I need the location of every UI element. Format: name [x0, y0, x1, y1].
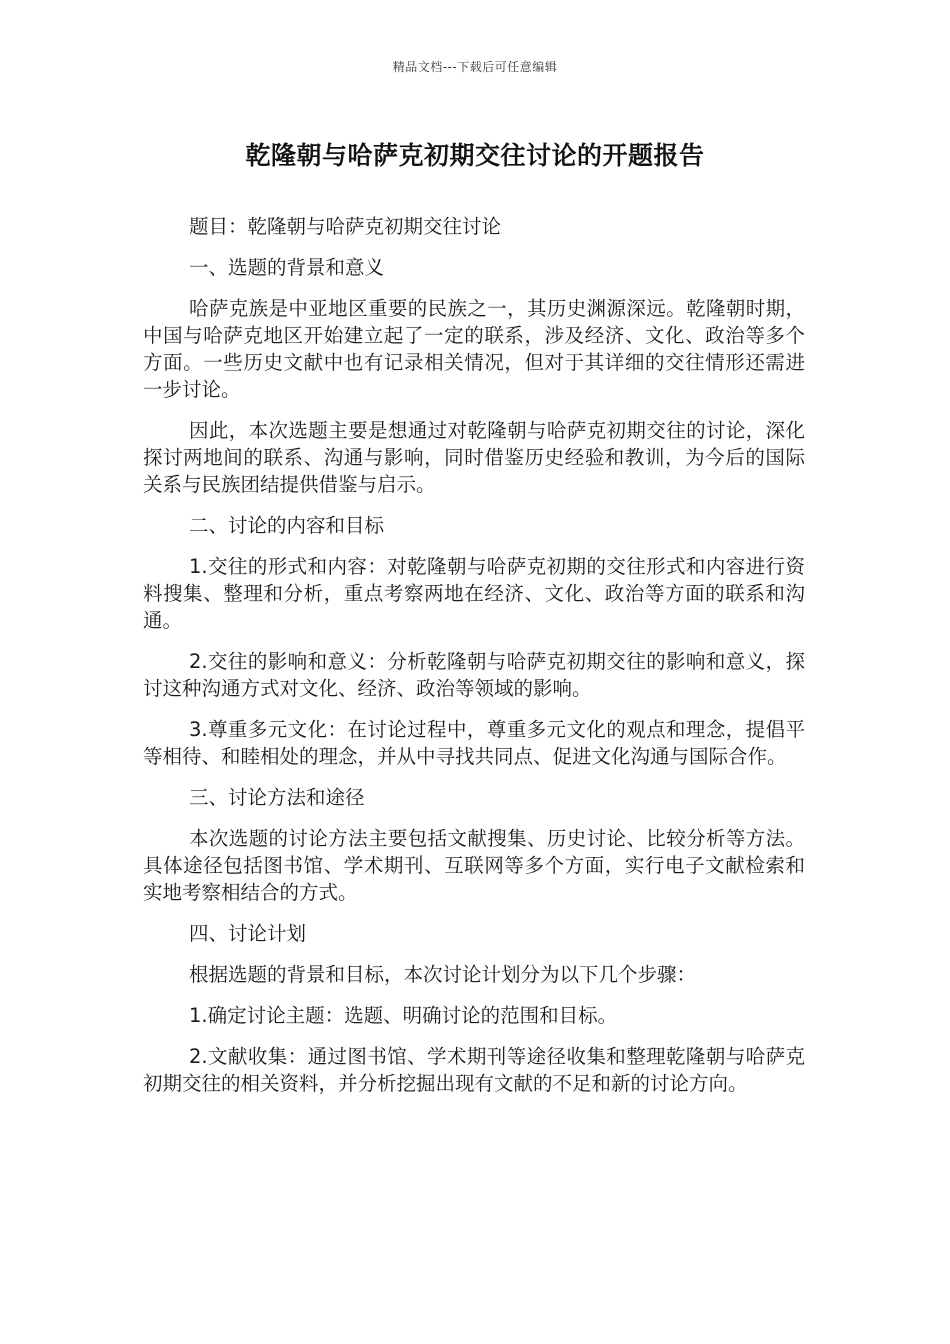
- section-heading-method: 三、讨论方法和途径: [189, 786, 365, 809]
- list-item-content-2: 2.交往的影响和意义：分析乾隆朝与哈萨克初期交往的影响和意义，探讨这种沟通方式对文化、经济、政治等领域的影响。: [143, 650, 805, 700]
- document-body: [143, 213, 805, 1111]
- paragraph-purpose: 因此，本次选题主要是想通过对乾隆朝与哈萨克初期交往的讨论，深化探讨两地间的联系、沟通与影响，同时借鉴历史经验和教训，为今后的国际关系与民族团结提供借鉴与启示。: [143, 419, 805, 496]
- paragraph-plan-intro: 根据选题的背景和目标，本次讨论计划分为以下几个步骤：: [189, 963, 697, 986]
- topic-line: 题目：乾隆朝与哈萨克初期交往讨论: [189, 215, 502, 238]
- section-heading-content: 二、讨论的内容和目标: [189, 514, 385, 537]
- section-heading-background: 一、选题的背景和意义: [189, 256, 385, 279]
- paragraph-method: 本次选题的讨论方法主要包括文献搜集、历史讨论、比较分析等方法。具体途径包括图书馆、学术期刊、互联网等多个方面，实行电子文献检索和实地考察相结合的方式。: [143, 827, 805, 904]
- list-item-plan-2: 2.文献收集：通过图书馆、学术期刊等途径收集和整理乾隆朝与哈萨克初期交往的相关资料，并分析挖掘出现有文献的不足和新的讨论方向。: [143, 1045, 805, 1095]
- section-heading-plan: 四、讨论计划: [189, 922, 307, 945]
- list-item-plan-1: 1.确定讨论主题：选题、明确讨论的范围和目标。: [189, 1004, 618, 1027]
- paragraph-background: 哈萨克族是中亚地区重要的民族之一，其历史渊源深远。乾隆朝时期，中国与哈萨克地区开始建立起了一定的联系，涉及经济、文化、政治等多个方面。一些历史文献中也有记录相关情况，但对于其详细的交往情形还需进一步讨论。: [143, 297, 805, 401]
- list-item-content-1: 1.交往的形式和内容：对乾隆朝与哈萨克初期的交往形式和内容进行资料搜集、整理和分析，重点考察两地在经济、文化、政治等方面的联系和沟通。: [143, 555, 805, 632]
- list-item-content-3: 3.尊重多元文化：在讨论过程中，尊重多元文化的观点和理念，提倡平等相待、和睦相处的理念，并从中寻找共同点、促进文化沟通与国际合作。: [143, 718, 805, 768]
- page-header-note: 精品文档---下载后可任意编辑: [392, 60, 558, 74]
- document-title: 乾隆朝与哈萨克初期交往讨论的开题报告: [245, 141, 705, 170]
